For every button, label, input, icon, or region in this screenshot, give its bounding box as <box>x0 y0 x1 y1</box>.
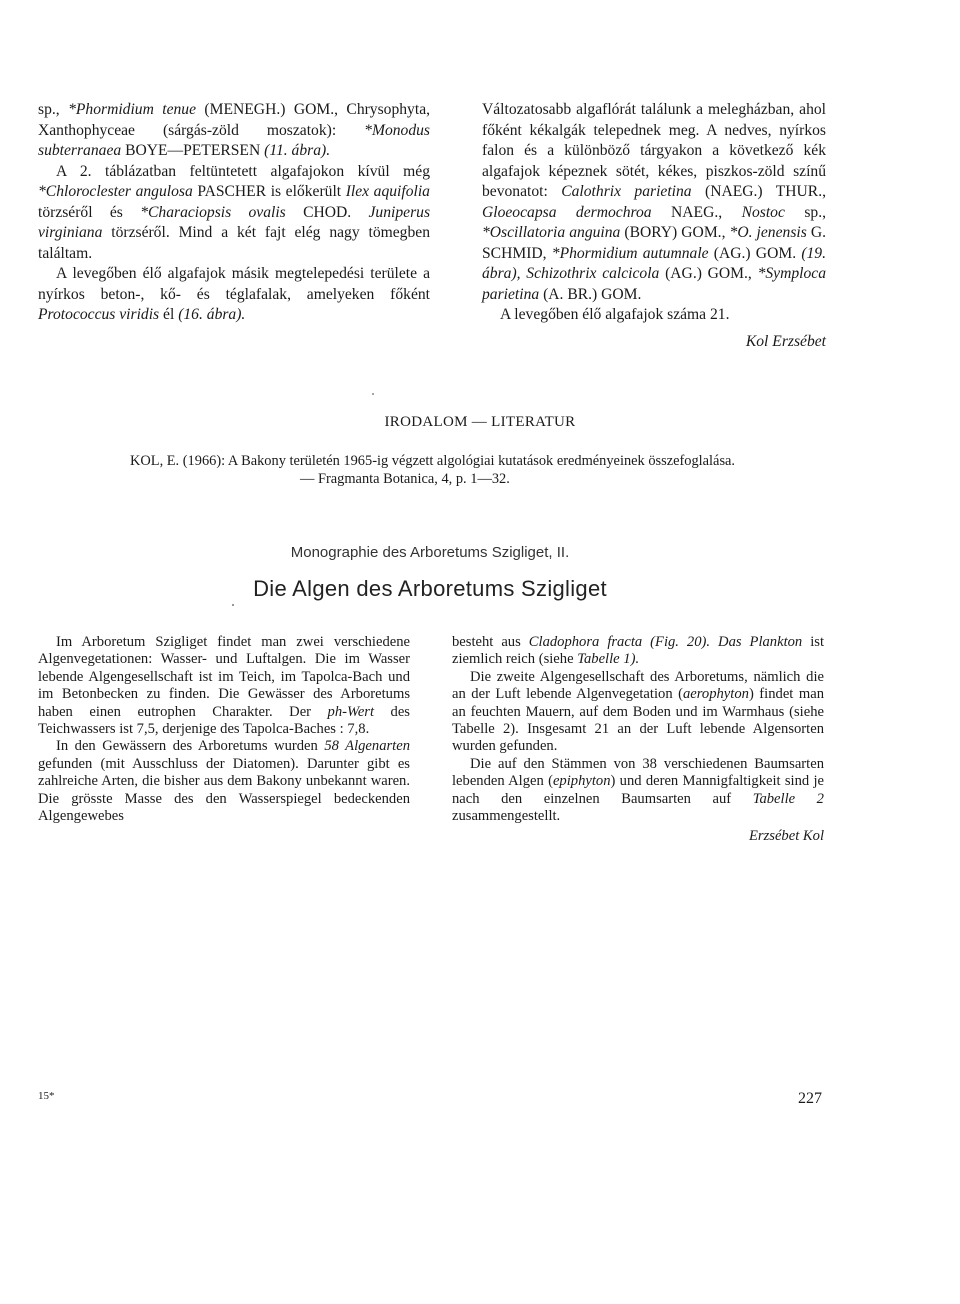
text-run: zusammengestellt. <box>452 808 561 825</box>
italic-text-run: *Characiopsis ovalis <box>140 203 286 221</box>
page-number: 227 <box>798 1090 822 1107</box>
text-run: G. SCHMID, <box>482 224 827 262</box>
article-series-title: Monographie des Arboretums Szigliget, II. <box>290 544 570 561</box>
text-run: Im Arboretum Szigliget findet man zwei verschiedene Algenvegetationen: Wasser- und Luftalgen. Die im Wasser lebende Algengesellschaft ist im Teich, im Tapolca-Bach und im Betonbecken zu finden. Die Gewässer des Arboretums haben einen eutrophen Charakter. Der <box>38 634 410 720</box>
text-run: (A. BR.) GOM. <box>539 285 642 303</box>
text-run: In den Gewässern des Arboretums wurden <box>56 738 325 755</box>
text-run: ) und deren Mannigfaltigkeit sind je nach den einzelnen Baumsarten auf <box>452 773 824 807</box>
text-run: A 2. táblázatban feltüntetett algafajokon kívül még <box>56 162 430 180</box>
italic-text-run: 58 Algenarten <box>324 738 410 755</box>
text-run: PASCHER is előkerült <box>192 183 346 200</box>
article-title: Die Algen des Arboretums Szigliget <box>253 576 607 601</box>
italic-text-run: Calothrix parietina <box>561 183 692 200</box>
italic-text-run: Ilex aquifolia <box>345 183 430 200</box>
printer-signature-mark: 15* <box>38 1090 55 1102</box>
italic-text-run: *Monodus subterranaea <box>38 121 430 159</box>
italic-text-run: *Chloroclester angulosa <box>38 183 193 200</box>
reference-entry <box>130 452 850 488</box>
hungarian-right-paragraphs <box>482 100 826 326</box>
italic-text-run: (11. ábra). <box>264 142 331 159</box>
paragraph <box>452 669 824 756</box>
author-signature-hungarian: Kol Erzsébet <box>745 332 826 350</box>
paragraph <box>38 634 410 738</box>
paragraph <box>38 100 430 162</box>
text-run: él <box>159 306 179 323</box>
italic-text-run: ph-Wert <box>327 703 375 720</box>
italic-text-run: (19. ábra), Schizothrix calcicola <box>482 244 826 282</box>
italic-text-run: aerophyton <box>683 686 749 703</box>
paragraph <box>452 634 824 669</box>
reference-line-1: KOL, E. (1966): A Bakony területén 1965-ig végzett algológiai kutatások eredményeinek összefoglalása. <box>130 453 736 469</box>
text-run: törzséről. Mind a két fajt elég nagy tömegben találtam. <box>38 224 430 262</box>
text-run: besteht aus <box>452 634 529 650</box>
text-run: Változatosabb algaflórát találunk a melegházban, ahol főként kékalgák telepednek meg. A nedves, nyírkos falon és a különböző tárgyakon a következő kék algafajok képeznek sötét, kékes, piszkos-zöld színű bevonatot: <box>482 101 826 200</box>
text-run: Die zweite Algengesellschaft des Arboretums, nämlich die an der Luft lebende Algenvegetation ( <box>452 668 824 703</box>
text-run: NAEG., <box>651 203 742 221</box>
german-right-paragraphs <box>452 634 824 825</box>
print-speck <box>232 604 234 606</box>
text-run: des Teichwassers ist 7,5, derjenige des Tapolca-Baches : 7,8. <box>38 703 410 738</box>
italic-text-run: Juniperus virginiana <box>38 203 431 241</box>
text-run: ist ziemlich reich (siehe <box>452 634 824 668</box>
hungarian-text-column-left <box>38 100 430 326</box>
text-run: (BORY) GOM., <box>620 224 730 241</box>
italic-text-run: Tabelle 1). <box>577 651 640 668</box>
text-run: sp., <box>38 101 69 118</box>
paragraph <box>482 305 826 326</box>
text-run: A levegőben élő algafajok száma 21. <box>500 306 730 323</box>
text-run: Die auf den Stämmen von 38 verschiedenen Baumsarten lebenden Algen ( <box>452 755 824 790</box>
german-text-column-right <box>452 634 824 846</box>
print-speck <box>372 393 374 395</box>
author-signature-german: Erzsébet Kol <box>749 828 824 845</box>
text-run: törzséről és <box>38 203 141 221</box>
italic-text-run: (16. ábra). <box>178 306 246 323</box>
text-run: (AG.) GOM., <box>659 265 758 282</box>
italic-text-run: *Symploca parietina <box>482 265 826 303</box>
text-run: gefunden (mit Ausschluss der Diatomen). Darunter gibt es zahlreiche Arten, die bisher aus dem Bakony unbekannt waren. Die grösste Masse des den Wasserspiegel bedeckenden Algengewebes <box>38 755 410 825</box>
italic-text-run: *Phormidium tenue <box>68 101 197 118</box>
italic-text-run: Cladophora fracta (Fig. 20). Das Plankton <box>528 634 803 650</box>
paragraph <box>452 756 824 826</box>
text-run: CHOD. <box>285 203 369 221</box>
italic-text-run: Gloeocapsa dermochroa <box>482 203 652 221</box>
italic-text-run: *Oscillatoria anguina <box>482 224 621 241</box>
italic-text-run: *Phormidium autumnale <box>551 244 709 262</box>
reference-line-2: — Fragmanta Botanica, 4, p. 1—32. <box>300 471 510 487</box>
italic-text-run: Protococcus viridis <box>38 306 160 323</box>
references-heading: IRODALOM — LITERATUR <box>384 414 576 430</box>
text-run: BOYE—PETERSEN <box>121 142 265 159</box>
italic-text-run: *O. jenensis <box>729 224 807 241</box>
paragraph <box>38 264 430 326</box>
text-run: A levegőben élő algafajok másik megtelepedési területe a nyírkos beton-, kő- és téglafalak, amelyeken főként <box>38 265 430 303</box>
hungarian-text-column-right <box>482 100 826 352</box>
text-run: (MENEGH.) GOM., Chrysophyta, Xanthophyceae (sárgás-zöld moszatok): <box>38 101 431 139</box>
italic-text-run: Tabelle 2 <box>752 790 824 807</box>
italic-text-run: Nostoc <box>741 203 785 221</box>
text-run: (NAEG.) THUR., <box>691 183 826 200</box>
paragraph <box>38 162 430 265</box>
paragraph <box>38 738 410 825</box>
text-run: sp., <box>784 203 826 221</box>
italic-text-run: epiphyton <box>552 773 611 790</box>
paragraph <box>482 100 826 305</box>
german-text-column-left <box>38 634 410 825</box>
text-run: (AG.) GOM. <box>708 244 802 262</box>
text-run: ) findet man an feuchten Mauern, auf dem Boden und im Warmhaus (siehe Tabelle 2). Insgesamt 21 an der Luft lebende Algensorten wurden gefunden. <box>452 686 824 755</box>
